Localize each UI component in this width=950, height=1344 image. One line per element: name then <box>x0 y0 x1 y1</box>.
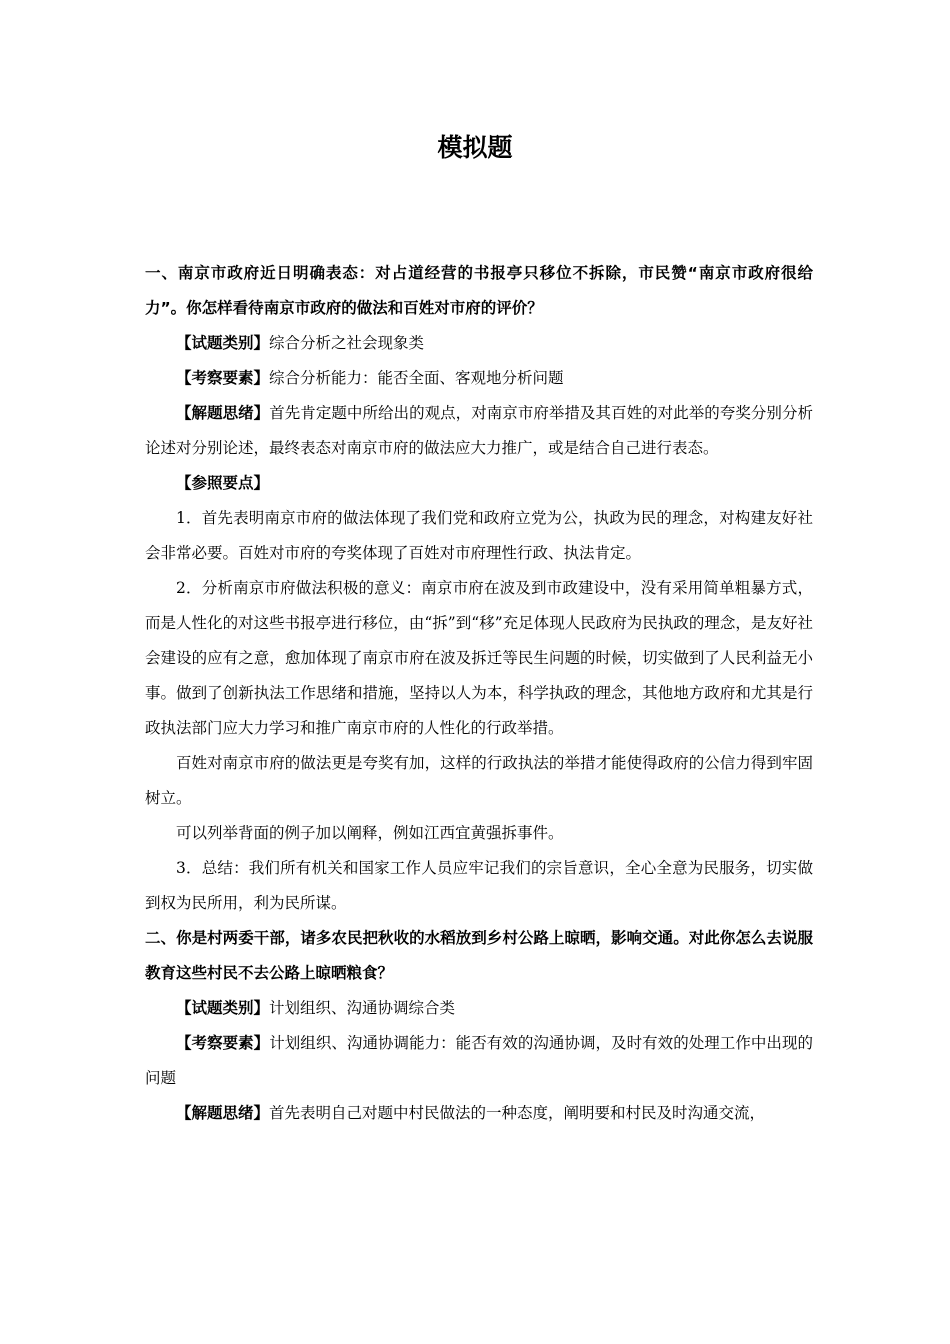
q1-approach <box>145 396 813 466</box>
q1-element <box>145 361 813 396</box>
q1-element-label: 【考察要素】 <box>176 369 270 387</box>
q1-approach-text: 首先肯定题中所给出的观点，对南京市府举措及其百姓的对此举的夸奖分别分析论述对分别论述，最终表态对南京市府的做法应大力推广，或是结合自己进行表态。 <box>145 404 813 457</box>
q1-approach-label: 【解题思绪】 <box>176 404 270 422</box>
q2-category <box>145 991 813 1026</box>
q1-element-text: 综合分析能力：能否全面、客观地分析问题 <box>269 369 564 387</box>
q2-element <box>145 1026 813 1096</box>
q2-category-label: 【试题类别】 <box>176 999 270 1017</box>
q1-category-label: 【试题类别】 <box>176 334 270 352</box>
q1-point-2: 2．分析南京市府做法积极的意义：南京市府在波及到市政建设中，没有采用简单粗暴方式，而是人性化的对这些书报亭进行移位，由“拆”到“移”充足体现人民政府为民执政的理念，是友好社会建设的应有之意，愈加体现了南京市府在波及拆迁等民生问题的时候，切实做到了人民利益无小事。做到了创新执法工作思绪和措施，坚持以人为本，科学执政的理念，其他地方政府和尤其是行政执法部门应大力学习和推广南京市府的人性化的行政举措。 <box>145 579 813 737</box>
document-body <box>145 256 813 1131</box>
q2-element-label: 【考察要素】 <box>176 1034 270 1052</box>
q1-point-3: 3．总结：我们所有机关和国家工作人员应牢记我们的宗旨意识，全心全意为民服务，切实做到权为民所用，利为民所谋。 <box>145 859 813 912</box>
q2-approach-label: 【解题思绪】 <box>176 1104 270 1122</box>
q1-point-2-extra-2: 可以列举背面的例子加以阐释，例如江西宜黄强拆事件。 <box>176 824 564 842</box>
q2-element-text: 计划组织、沟通协调能力：能否有效的沟通协调，及时有效的处理工作中出现的问题 <box>145 1034 813 1087</box>
q1-point-1: 1．首先表明南京市府的做法体现了我们党和政府立党为公，执政为民的理念，对构建友好社会非常必要。百姓对市府的夸奖体现了百姓对市府理性行政、执法肯定。 <box>145 509 813 562</box>
q1-reference-label: 【参照要点】 <box>176 474 270 492</box>
q1-category-text: 综合分析之社会现象类 <box>269 334 425 352</box>
question-1: 一、南京市政府近日明确表态：对占道经营的书报亭只移位不拆除，市民赞“南京市政府很给力”。你怎样看待南京市政府的做法和百姓对市府的评价？ <box>145 264 813 317</box>
q2-approach-text: 首先表明自己对题中村民做法的一种态度，阐明要和村民及时沟通交流， <box>269 1104 766 1122</box>
q1-point-2-extra-1: 百姓对南京市府的做法更是夸奖有加，这样的行政执法的举措才能使得政府的公信力得到牢固树立。 <box>145 754 813 807</box>
question-2: 二、你是村两委干部，诸多农民把秋收的水稻放到乡村公路上晾晒，影响交通。对此你怎么去说服教育这些村民不去公路上晾晒粮食？ <box>145 929 813 982</box>
q1-category <box>145 326 813 361</box>
q2-approach <box>145 1096 813 1131</box>
page-title: 模拟题 <box>437 133 513 162</box>
q2-category-text: 计划组织、沟通协调综合类 <box>269 999 456 1017</box>
